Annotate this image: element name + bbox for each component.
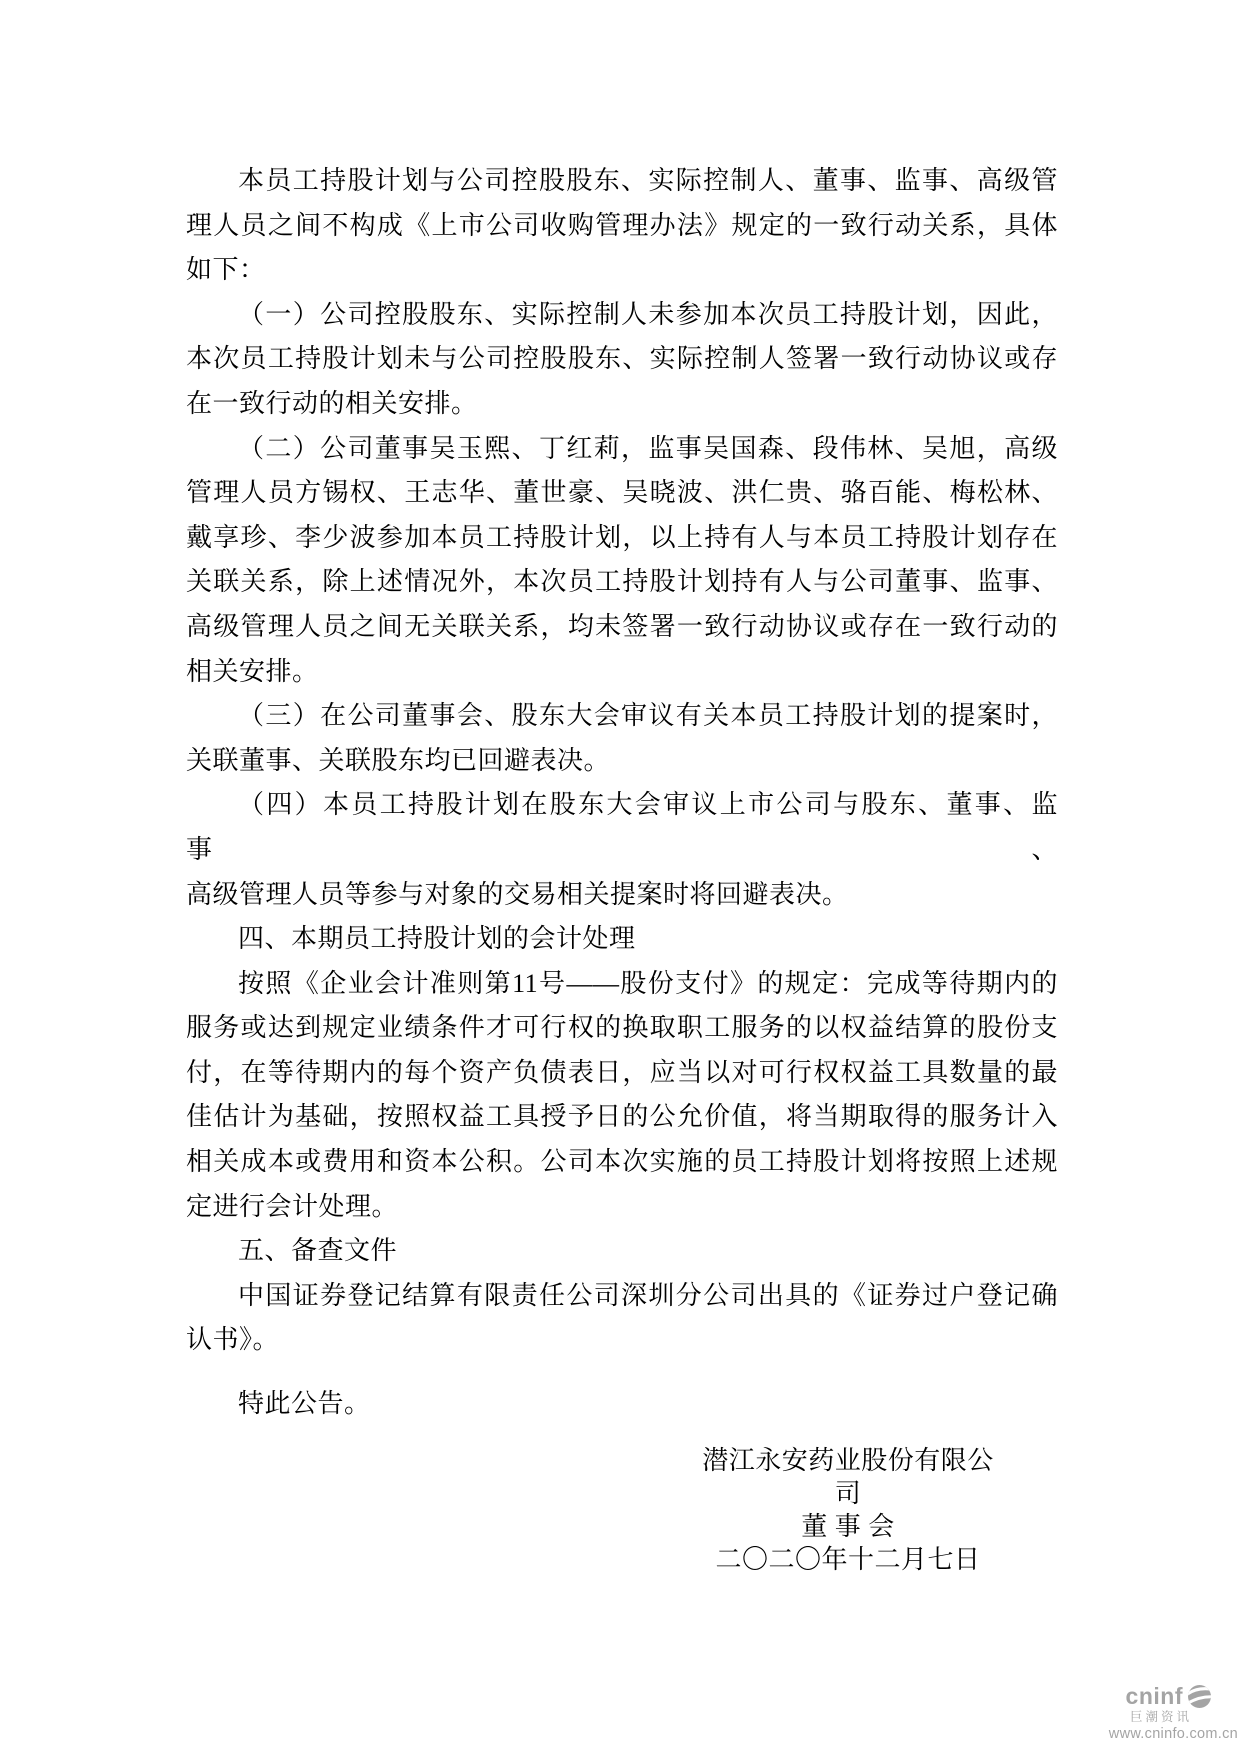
text-line: 五、备查文件 <box>238 1236 398 1266</box>
text-line: 认书》。 <box>186 1325 280 1355</box>
text-line: （二）公司董事吴玉熙、丁红莉，监事吴国森、段伟林、吴旭，高级 <box>238 433 1058 463</box>
text-line: 管理人员方锡权、王志华、董世豪、吴晓波、洪仁贵、骆百能、梅松林、 <box>186 478 1058 508</box>
text-line: 关联董事、关联股东均已回避表决。 <box>186 745 611 775</box>
signature-date: 二〇二〇年十二月七日 <box>715 1545 981 1574</box>
text-line: （三）在公司董事会、股东大会审议有关本员工持股计划的提案时， <box>238 701 1058 731</box>
cninfo-watermark <box>1109 1684 1238 1743</box>
text-line: 戴享珍、李少波参加本员工持股计划，以上持有人与本员工持股计划存在 <box>186 522 1058 552</box>
text-line: 付，在等待期内的每个资产负债表日，应当以对可行权权益工具数量的最 <box>186 1057 1058 1087</box>
text-line: 四、本期员工持股计划的会计处理 <box>238 924 636 954</box>
text-line: 在一致行动的相关安排。 <box>186 388 478 418</box>
text-line: 佳估计为基础，按照权益工具授予日的公允价值，将当期取得的服务计入 <box>186 1102 1058 1132</box>
text-line: 理人员之间不构成《上市公司收购管理办法》规定的一致行动关系，具体 <box>186 210 1058 240</box>
text-line: 相关安排。 <box>186 656 319 686</box>
text-line: 特此公告。 <box>238 1389 371 1419</box>
text-line: 关联关系，除上述情况外，本次员工持股计划持有人与公司董事、监事、 <box>186 567 1058 597</box>
text-line: 本员工持股计划与公司控股股东、实际控制人、董事、监事、高级管 <box>238 166 1058 195</box>
signature-company: 潜江永安药业股份有限公司 <box>702 1446 994 1508</box>
cninfo-url: www.cninfo.com.cn <box>1108 1725 1238 1742</box>
text-line: 定进行会计处理。 <box>186 1191 399 1221</box>
cninfo-logo-row <box>1109 1684 1238 1709</box>
text-line: 高级管理人员等参与对象的交易相关提案时将回避表决。 <box>186 879 849 909</box>
text-line: （一）公司控股股东、实际控制人未参加本次员工持股计划，因此， <box>238 299 1058 329</box>
text-line: 本次员工持股计划未与公司控股股东、实际控制人签署一致行动协议或存 <box>186 344 1058 374</box>
cninfo-brand-cn: 巨潮资讯 <box>1129 1710 1192 1724</box>
signature-block <box>692 1444 1004 1576</box>
text-line: 相关成本或费用和资本公积。公司本次实施的员工持股计划将按照上述规 <box>186 1147 1058 1177</box>
document-body <box>186 159 1058 1427</box>
globe-icon <box>1186 1684 1213 1709</box>
text-line: （四）本员工持股计划在股东大会审议上市公司与股东、董事、监事、 <box>186 790 1058 864</box>
cninfo-logo-text: cninf <box>1125 1683 1183 1709</box>
text-line: 高级管理人员之间无关联关系，均未签署一致行动协议或存在一致行动的 <box>186 611 1058 641</box>
text-line: 如下： <box>186 255 266 285</box>
text-line: 服务或达到规定业绩条件才可行权的换取职工服务的以权益结算的股份支 <box>186 1013 1058 1043</box>
text-line: 按照《企业会计准则第11号——股份支付》的规定：完成等待期内的 <box>238 968 1058 998</box>
signature-board: 董 事 会 <box>801 1512 895 1541</box>
text-line: 中国证券登记结算有限责任公司深圳分公司出具的《证券过户登记确 <box>238 1280 1058 1310</box>
